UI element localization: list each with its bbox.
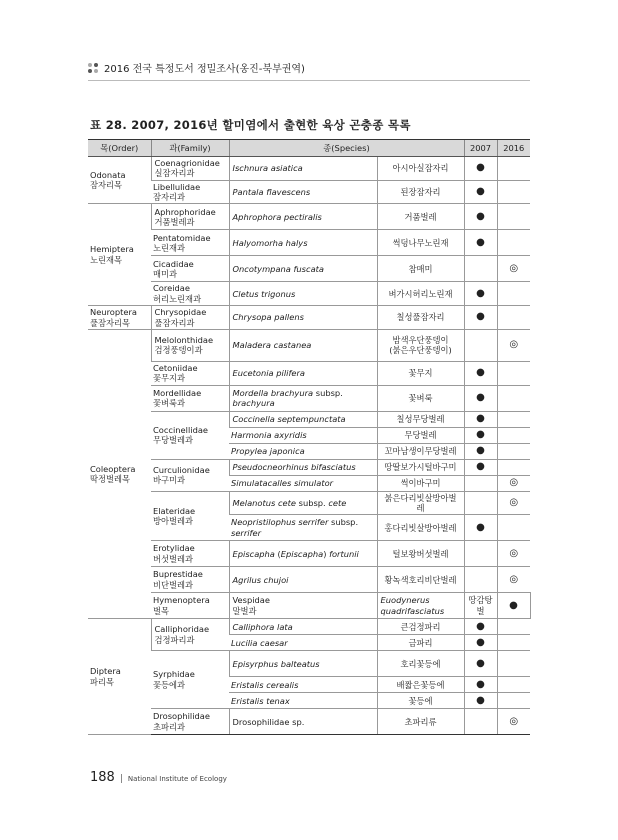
family-cell: Cetoniidae 꽃무지과	[151, 361, 229, 385]
korean-name-cell: 큰검정파리	[377, 619, 464, 635]
mark-2016: ◎	[497, 475, 530, 491]
mark-2016	[497, 157, 530, 181]
order-cell: Hymenoptera 벌목	[151, 593, 229, 619]
species-name: Propylea japonica	[231, 445, 305, 456]
species-cell	[229, 157, 377, 181]
species-name: Aphrophora pectiralis	[232, 211, 322, 222]
table-row	[88, 709, 530, 735]
korean-name-cell: 털보왕버섯벌레	[377, 541, 464, 567]
species-name: Lucilia caesar	[231, 637, 288, 648]
species-qualifier: subsp.	[328, 517, 361, 528]
mark-2016	[497, 282, 530, 306]
species-cell	[229, 180, 377, 204]
species-name: Cletus trigonus	[232, 288, 296, 299]
species-cell	[229, 475, 377, 491]
species-cell	[229, 256, 377, 282]
page-number: 188	[90, 770, 115, 785]
korean-name-cell: 칠성무당벌레	[377, 411, 464, 427]
mark-2016	[497, 443, 530, 459]
mark-2016	[497, 459, 530, 475]
bullet-dots-icon	[88, 63, 98, 73]
family-cell: Melolonthidae 검정풍뎅이과	[151, 329, 229, 361]
mark-2007: ●	[464, 693, 497, 709]
header-2007: 2007	[464, 140, 497, 157]
species-name: Eristalis tenax	[231, 695, 290, 706]
mark-2016: ◎	[497, 709, 530, 735]
mark-2007: ●	[464, 677, 497, 693]
family-cell: Pentatomidae 노린재과	[151, 230, 229, 256]
species-cell	[229, 459, 377, 475]
korean-name-cell: 된장잠자리	[377, 180, 464, 204]
species-cell	[229, 541, 377, 567]
mark-2016	[497, 693, 530, 709]
korean-name-cell: 무당벌레	[377, 427, 464, 443]
korean-name-cell: 꽃등에	[377, 693, 464, 709]
family-cell: Drosophilidae 초파리과	[151, 709, 229, 735]
species-cell	[229, 306, 377, 330]
korean-name-cell: 황녹색호리비단벌레	[377, 567, 464, 593]
species-qualifier: (	[274, 548, 281, 559]
page-header	[88, 60, 305, 75]
species-name: Eucetonia pilifera	[232, 368, 305, 379]
species-name: Neopristilophus serrifer	[231, 517, 329, 528]
mark-2016	[497, 619, 530, 635]
table-row	[88, 385, 530, 411]
species-name: Ischnura asiatica	[232, 163, 303, 174]
footer-org: National Institute of Ecology	[127, 775, 227, 783]
mark-2007: ●	[464, 411, 497, 427]
order-cell: Neuroptera 풀잠자리목	[88, 306, 151, 330]
species-name: Harmonia axyridis	[231, 429, 307, 440]
mark-2007	[464, 541, 497, 567]
species-name: Episcapha	[232, 548, 275, 559]
mark-2007	[464, 709, 497, 735]
family-cell: Syrphidae 꽃등에과	[151, 651, 229, 709]
family-cell: Cicadidae 매미과	[151, 256, 229, 282]
korean-name-cell: 꼬마남생이무당벌레	[377, 443, 464, 459]
family-cell: Coenagrionidae 실잠자리과	[151, 157, 229, 181]
family-cell: Curculionidae 바구미과	[151, 459, 229, 491]
korean-name-cell: 땅딸보가시털바구미	[377, 459, 464, 475]
mark-2007: ●	[464, 515, 497, 541]
korean-name-cell: 금파리	[377, 635, 464, 651]
order-cell: Diptera 파리목	[88, 619, 151, 735]
species-cell	[229, 709, 377, 735]
species-name: Eristalis cerealis	[231, 679, 299, 690]
table-row	[88, 306, 530, 330]
family-cell: Erotylidae 버섯벌레과	[151, 541, 229, 567]
table-row	[88, 361, 530, 385]
species-cell	[229, 204, 377, 230]
mark-2007: ●	[464, 651, 497, 677]
species-name: Pantala flavescens	[232, 186, 311, 197]
species-subname: cete	[328, 497, 347, 508]
family-cell: Mordellidae 꽃벼룩과	[151, 385, 229, 411]
species-cell	[229, 411, 377, 427]
species-name: Drosophilidae sp.	[232, 716, 305, 727]
header-order: 목(Order)	[88, 140, 151, 157]
mark-2016: ◎	[497, 567, 530, 593]
korean-name-cell: 거품벌레	[377, 204, 464, 230]
table-row	[88, 593, 530, 619]
species-name: Mordella brachyura	[232, 387, 314, 398]
species-qualifier: subsp.	[313, 387, 346, 398]
species-cell	[229, 443, 377, 459]
species-cell	[229, 329, 377, 361]
species-subname: serrifer	[231, 527, 261, 538]
mark-2016	[497, 635, 530, 651]
table-row	[88, 651, 530, 677]
family-cell: Coreidae 허리노린재과	[151, 282, 229, 306]
species-cell	[229, 635, 377, 651]
korean-name-cell: 배짧은꽃등에	[377, 677, 464, 693]
species-qualifier: subsp.	[295, 497, 329, 508]
mark-2007	[464, 475, 497, 491]
report-title: 2016 전국 특정도서 정밀조사(옹진-북부권역)	[104, 64, 305, 75]
family-cell: Libellulidae 잠자리과	[151, 180, 229, 204]
korean-name-cell: 붉은다리빗살방아벌레	[377, 491, 464, 515]
mark-2007: ●	[464, 635, 497, 651]
species-name: Chrysopa pallens	[232, 312, 304, 323]
mark-2016	[497, 427, 530, 443]
table-row	[88, 180, 530, 204]
species-name: Maladera castanea	[232, 340, 312, 351]
korean-name-cell: 벼가시허리노린재	[377, 282, 464, 306]
species-qualifier: )	[323, 548, 330, 559]
table-row	[88, 541, 530, 567]
mark-2016	[497, 180, 530, 204]
mark-2016	[497, 204, 530, 230]
species-epithet: fortunii	[329, 548, 359, 559]
species-name: Simulatacalles simulator	[231, 477, 334, 488]
family-cell: Calliphoridae 검정파리과	[151, 619, 229, 651]
korean-name-cell: 썩이바구미	[377, 475, 464, 491]
mark-2016	[497, 230, 530, 256]
family-cell: Coccinellidae 무당벌레과	[151, 411, 229, 459]
family-cell: Elateridae 방아벌레과	[151, 491, 229, 541]
korean-name-cell: 호리꽃등에	[377, 651, 464, 677]
korean-name-cell: 홍다리빗살방아벌레	[377, 515, 464, 541]
mark-2016	[497, 385, 530, 411]
mark-2016	[497, 651, 530, 677]
mark-2016: ◎	[497, 491, 530, 515]
species-cell	[229, 282, 377, 306]
species-cell	[229, 651, 377, 677]
header-divider	[88, 80, 530, 81]
species-cell	[229, 515, 377, 541]
mark-2016	[497, 361, 530, 385]
mark-2016	[497, 677, 530, 693]
mark-2007: ●	[464, 230, 497, 256]
table-header-row	[88, 140, 530, 157]
mark-2007: ●	[464, 427, 497, 443]
mark-2007: ●	[497, 593, 530, 619]
mark-2007	[464, 567, 497, 593]
species-cell	[229, 385, 377, 411]
header-2016: 2016	[497, 140, 530, 157]
mark-2007: ●	[464, 443, 497, 459]
species-cell	[229, 677, 377, 693]
species-name: Oncotympana fuscata	[232, 263, 324, 274]
mark-2007: ●	[464, 204, 497, 230]
mark-2016: ◎	[497, 329, 530, 361]
table-row	[88, 282, 530, 306]
page-footer	[90, 770, 227, 785]
table-row	[88, 329, 530, 361]
korean-name-cell: 밤색우단풍뎅이 (붉은우단풍뎅이)	[377, 329, 464, 361]
species-name: Pseudocneorhinus bifasciatus	[232, 461, 356, 472]
family-cell: Chrysopidae 풀잠자리과	[151, 306, 229, 330]
table-row	[88, 411, 530, 427]
species-name: Agrilus chujoi	[232, 574, 289, 585]
korean-name-cell: 썩덩나무노린재	[377, 230, 464, 256]
family-cell: Vespidae 말벌과	[229, 593, 377, 619]
mark-2016	[497, 515, 530, 541]
species-cell	[229, 361, 377, 385]
korean-name-cell: 참매미	[377, 256, 464, 282]
table-row	[88, 230, 530, 256]
mark-2007: ●	[464, 619, 497, 635]
korean-name-cell: 초파리류	[377, 709, 464, 735]
species-cell	[229, 693, 377, 709]
species-subname: brachyura	[232, 398, 275, 409]
korean-name-cell: 꽃벼룩	[377, 385, 464, 411]
order-cell: Odonata 잠자리목	[88, 157, 151, 204]
table-row	[88, 157, 530, 181]
mark-2007: ●	[464, 361, 497, 385]
mark-2016	[497, 306, 530, 330]
species-name: Calliphora lata	[232, 621, 293, 632]
table-row	[88, 256, 530, 282]
family-cell: Aphrophoridae 거품벌레과	[151, 204, 229, 230]
mark-2007	[464, 329, 497, 361]
table-row	[88, 619, 530, 635]
table-title: 표 28. 2007, 2016년 할미염에서 출현한 육상 곤충종 목록	[90, 118, 411, 132]
mark-2016	[497, 411, 530, 427]
mark-2007: ●	[464, 306, 497, 330]
mark-2007: ●	[464, 157, 497, 181]
korean-name-cell: 꽃무지	[377, 361, 464, 385]
species-subname: Episcapha	[280, 548, 324, 559]
mark-2007: ●	[464, 385, 497, 411]
footer-separator: |	[119, 774, 123, 784]
order-cell: Hemiptera 노린재목	[88, 204, 151, 306]
mark-2016: ◎	[497, 256, 530, 282]
species-name: Coccinella septempunctata	[232, 413, 346, 424]
mark-2007: ●	[464, 459, 497, 475]
mark-2007	[464, 256, 497, 282]
korean-name-cell: 땅감탕벌	[464, 593, 497, 619]
species-cell	[229, 427, 377, 443]
species-name: Euodynerus quadrifasciatus	[380, 595, 445, 616]
mark-2007: ●	[464, 180, 497, 204]
species-name: Halyomorha halys	[232, 237, 308, 248]
header-family: 과(Family)	[151, 140, 229, 157]
species-name: Episyrphus balteatus	[232, 658, 320, 669]
mark-2007: ●	[464, 282, 497, 306]
table-row	[88, 459, 530, 475]
species-cell	[229, 230, 377, 256]
table-row	[88, 567, 530, 593]
mark-2007	[464, 491, 497, 515]
insect-species-table	[88, 139, 530, 735]
species-cell	[377, 593, 464, 619]
species-cell	[229, 567, 377, 593]
species-cell	[229, 491, 377, 515]
header-species: 종(Species)	[229, 140, 464, 157]
species-name: Melanotus cete	[232, 497, 296, 508]
species-cell	[229, 619, 377, 635]
table-row	[88, 491, 530, 515]
order-cell: Coleoptera 딱정벌레목	[88, 329, 151, 618]
table-row	[88, 204, 530, 230]
korean-name-cell: 칠성풀잠자리	[377, 306, 464, 330]
korean-name-cell: 아시아실잠자리	[377, 157, 464, 181]
family-cell: Buprestidae 비단벌레과	[151, 567, 229, 593]
mark-2016: ◎	[497, 541, 530, 567]
